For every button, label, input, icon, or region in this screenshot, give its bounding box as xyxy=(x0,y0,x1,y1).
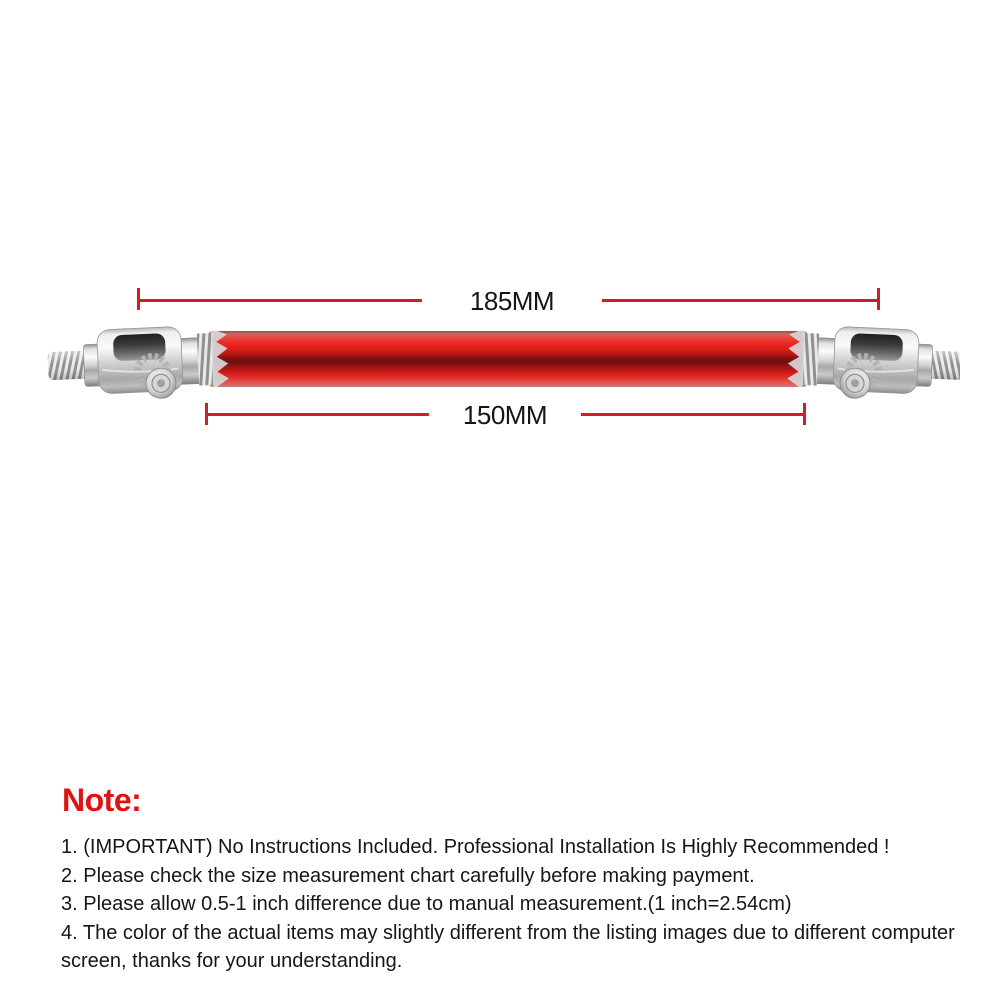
product-photo-strut-rod xyxy=(40,312,960,412)
note-list xyxy=(61,833,961,976)
note-item-4: 4. The color of the actual items may slightly different from the listing images due to different computer screen, thanks for your understanding. xyxy=(61,921,955,972)
bottom-dimension-right-tick xyxy=(803,403,806,425)
top-dimension-right-tick xyxy=(877,288,880,310)
note-heading: Note: xyxy=(62,782,142,818)
bottom-dimension-label: 150MM xyxy=(429,400,581,430)
note-item-3: 3. Please allow 0.5-1 inch difference due to manual measurement.(1 inch=2.54cm) xyxy=(61,893,792,915)
clevis-end-left xyxy=(47,324,230,403)
note-item-1: 1. (IMPORTANT) No Instructions Included. Professional Installation Is Highly Recommended ! xyxy=(61,836,890,858)
top-dimension-label: 185MM xyxy=(422,286,602,316)
note-item-2: 2. Please check the size measurement chart carefully before making payment. xyxy=(61,864,755,887)
red-strut-bar xyxy=(208,331,808,387)
clevis-end-right xyxy=(786,324,960,403)
